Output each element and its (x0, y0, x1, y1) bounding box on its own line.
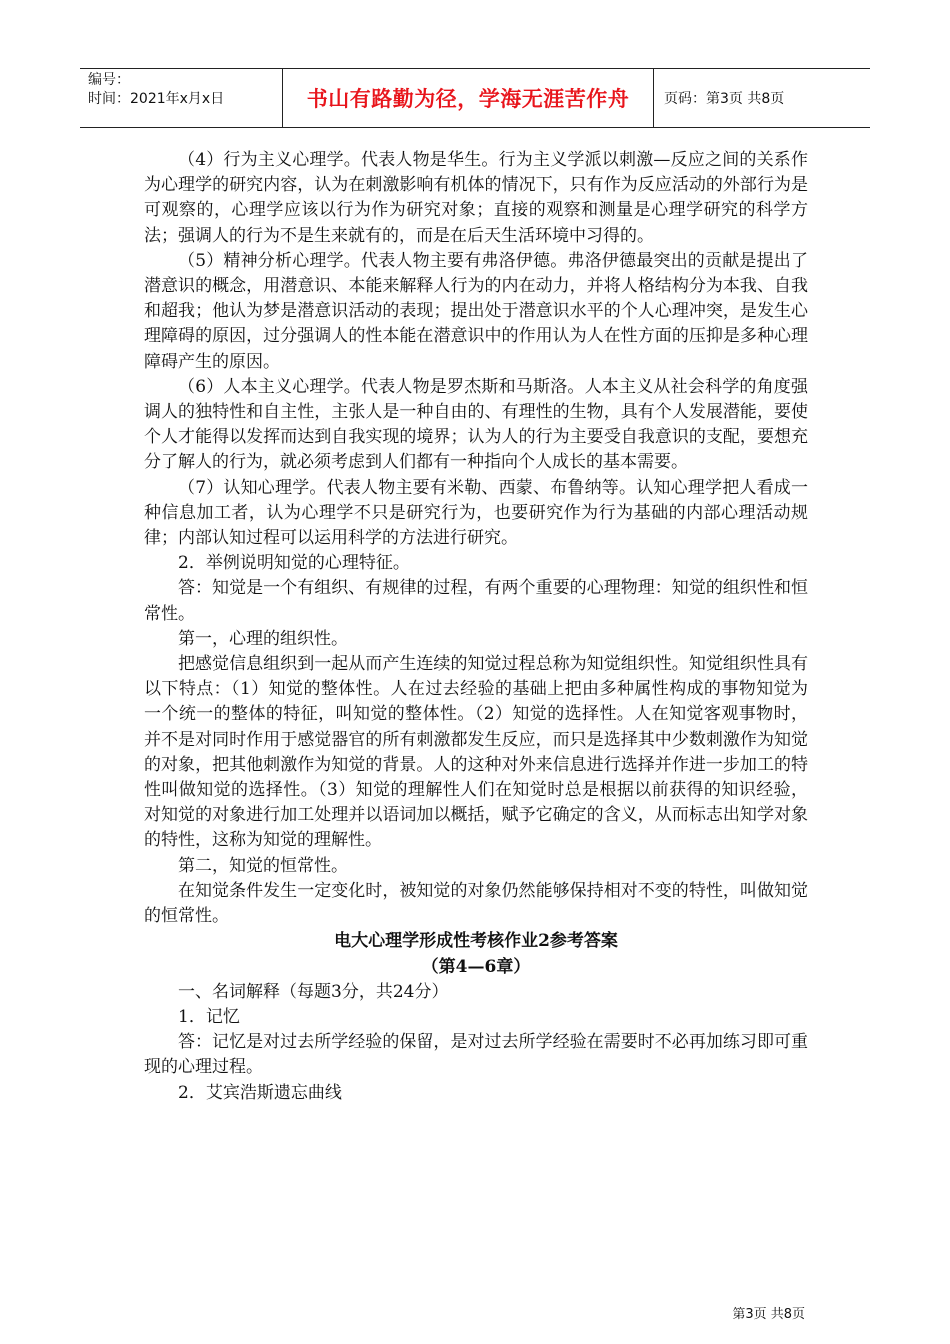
point-two-heading: 第二，知觉的恒常性。 (178, 855, 348, 876)
paragraph-behaviorism: （4）行为主义心理学。代表人物是华生。行为主义学派以刺激—反应之间的关系作为心理学的研究内容，认为在刺激影响有机体的情况下，只有作为反应活动的外部行为是可观察的，心理学应该以行为作为研究对象；直接的观察和测量是心理学研究的科学方法；强调人的行为不是生来就有的，而是在后天生活环境中习得的。 (144, 150, 808, 246)
answer-term-1: 答：记忆是对过去所学经验的保留，是对过去所学经验在需要时不必再加练习即可重现的心理过程。 (144, 1032, 808, 1078)
section-subtitle: （第4—6章） (421, 956, 531, 977)
document-body (144, 148, 808, 1106)
paragraph-psychoanalysis: （5）精神分析心理学。代表人物主要有弗洛伊德。弗洛伊德最突出的贡献是提出了潜意识的概念，用潜意识、本能来解释人行为的内在动力，并将人格结构分为本我、自我和超我；他认为梦是潜意识活动的表现；提出处于潜意识水平的个人心理冲突，是发生心理障碍的原因，过分强调人的性本能在潜意识中的作用认为人在性方面的压抑是多种心理障碍产生的原因。 (144, 250, 808, 372)
header-meta (80, 69, 282, 127)
time-label: 时间：2021年x月x日 (88, 91, 225, 107)
answer-intro: 答：知觉是一个有组织、有规律的过程，有两个重要的心理物理：知觉的组织性和恒常性。 (144, 578, 808, 624)
term-1: 1．记忆 (178, 1006, 240, 1027)
number-label: 编号： (88, 72, 130, 88)
page-header (80, 68, 870, 128)
page-footer: 第3页 共8页 (732, 1307, 805, 1322)
paragraph-cognitive: （7）认知心理学。代表人物主要有米勒、西蒙、布鲁纳等。认知心理学把人看成一种信息加工者，认为心理学不只是研究行为，也要研究作为行为基础的内部心理活动规律；内部认知过程可以运用科学的方法进行研究。 (144, 477, 808, 549)
header-motto: 书山有路勤为径，学海无涯苦作舟 (306, 87, 630, 111)
question-2: 2．举例说明知觉的心理特征。 (178, 553, 410, 574)
header-page-cell (654, 69, 870, 127)
paragraph-constancy: 在知觉条件发生一定变化时，被知觉的对象仍然能够保持相对不变的特性，叫做知觉的恒常性。 (144, 880, 808, 927)
term-2: 2．艾宾浩斯遗忘曲线 (178, 1082, 342, 1103)
header-page-number: 页码：第3页 共8页 (664, 91, 785, 107)
point-one-heading: 第一，心理的组织性。 (178, 628, 348, 649)
part-one-heading: 一、名词解释（每题3分，共24分） (178, 981, 449, 1002)
section-title: 电大心理学形成性考核作业2参考答案 (334, 931, 618, 952)
paragraph-organization: 把感觉信息组织到一起从而产生连续的知觉过程总称为知觉组织性。知觉组织性具有以下特点：（1）知觉的整体性。人在过去经验的基础上把由多种属性构成的事物知觉为一个统一的整体的特征，叫知觉的整体性。（2）知觉的选择性。人在知觉客观事物时，并不是对同时作用于感觉器官的所有刺激都发生反应，而只是选择其中少数刺激作为知觉的对象，把其他刺激作为知觉的背景。人的这种对外来信息进行选择并作进一步加工的特性叫做知觉的选择性。（3）知觉的理解性人们在知觉时总是根据以前获得的知识经验，对知觉的对象进行加工处理并以语词加以概括，赋予它确定的含义，从而标志出知学对象的特性，这称为知觉的理解性。 (144, 654, 808, 851)
paragraph-humanism: （6）人本主义心理学。代表人物是罗杰斯和马斯洛。人本主义从社会科学的角度强调人的独特性和自主性，主张人是一种自由的、有理性的生物，具有个人发展潜能，要使个人才能得以发挥而达到自我实现的境界；认为人的行为主要受自我意识的支配，要想充分了解人的行为，就必须考虑到人们都有一种指向个人成长的基本需要。 (144, 376, 808, 473)
header-motto-cell (282, 69, 654, 127)
